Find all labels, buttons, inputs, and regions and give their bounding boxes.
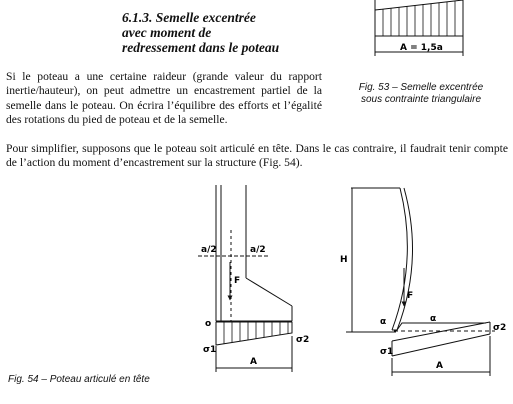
fig54-left-half-a-left: a/2	[201, 245, 217, 255]
fig54-left-origin-label: o	[205, 319, 212, 329]
fig54-left-sigma2-label: σ2	[296, 335, 310, 345]
fig54-left-force-label: F	[234, 276, 241, 286]
fig54-right-sigma1-label: σ1	[380, 347, 394, 357]
fig54-right-height-label: H	[340, 255, 348, 265]
fig54-left-width-label: A	[250, 357, 257, 367]
fig54-right-diagram	[346, 188, 495, 376]
fig54-caption: Fig. 54 – Poteau articulé en tête	[8, 374, 150, 385]
fig54-right-alpha-left: α	[380, 317, 387, 327]
fig54-left-sigma1-label: σ1	[203, 345, 217, 355]
fig53-caption-line-2: sous contrainte triangulaire	[360, 94, 482, 105]
heading-line-1: 6.1.3. Semelle excentrée	[122, 10, 256, 25]
heading-line-2: avec moment de	[122, 25, 212, 40]
fig53-dim-label: A = 1,5a	[400, 43, 443, 53]
fig54-left-diagram	[198, 185, 292, 372]
fig54-right-sigma2-label: σ2	[493, 323, 507, 333]
paragraph-2: Pour simplifier, supposons que le poteau soit articulé en tête. Dans le cas contraire, il faudrait tenir compte de l’action du moment d’encastrement sur la structure (Fig. 54).	[6, 142, 508, 170]
heading-line-3: redressement dans le poteau	[122, 40, 280, 55]
fig54-right-width-label: A	[436, 361, 443, 371]
fig54-left-half-a-right: a/2	[250, 245, 266, 255]
fig53-caption-line-1: Fig. 53 – Semelle excentrée	[358, 82, 484, 93]
fig54-right-force-label: F	[407, 291, 414, 301]
paragraph-1: Si le poteau a une certaine raideur (grande valeur du rapport inertie/hauteur), on peut admettre un encastrement partiel de la semelle dans le poteau. On écrira l’équilibre des efforts et l’égalité des rotations du pied de poteau et de la semelle.	[6, 70, 322, 126]
fig54-right-alpha-right: α	[430, 314, 437, 324]
